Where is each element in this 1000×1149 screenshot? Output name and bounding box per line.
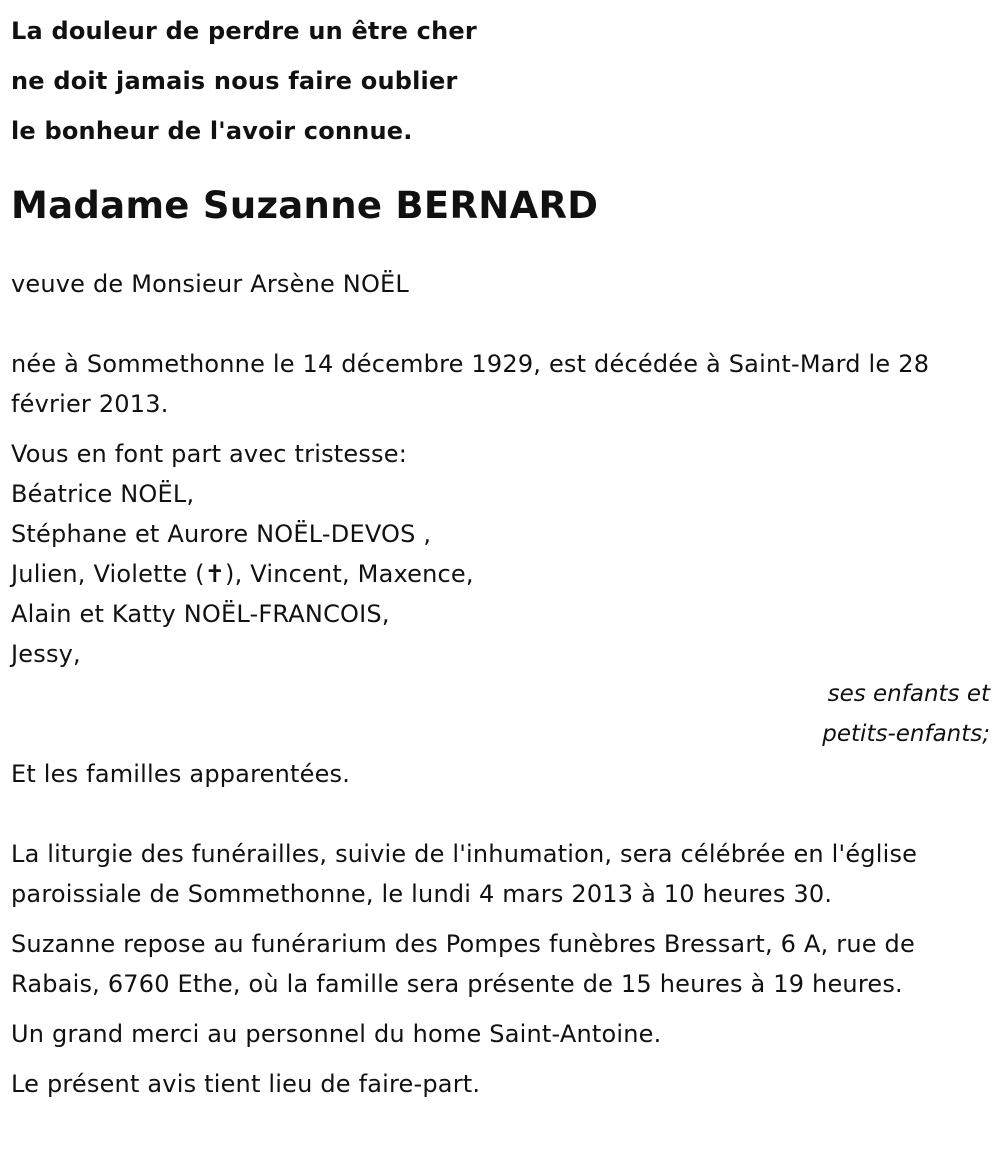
family-line-3-end: ), Vincent, Maxence, xyxy=(225,560,474,588)
announcement-intro: Vous en font part avec tristesse: xyxy=(11,440,408,468)
quote-line-2: ne doit jamais nous faire oublier xyxy=(11,67,458,95)
quote-line-1: La douleur de perdre un être cher xyxy=(11,17,477,45)
family-line-3-start: Julien, Violette ( xyxy=(11,560,205,588)
family-line-2: Stéphane et Aurore NOËL-DEVOS , xyxy=(11,520,432,548)
role-line-2: petits-enfants; xyxy=(822,721,990,747)
thanks-note: Un grand merci au personnel du home Saint-Antoine. xyxy=(11,1020,662,1048)
related-families: Et les familles apparentées. xyxy=(11,760,351,788)
funerarium-info: Suzanne repose au funérarium des Pompes funèbres Bressart, 6 A, rue de Rabais, 6760 Ethe, où la famille sera présente de 15 heures à 19 heures. xyxy=(11,930,915,998)
quote-line-3: le bonheur de l'avoir connue. xyxy=(11,117,413,145)
opening-quote xyxy=(11,0,990,156)
notice-note: Le présent avis tient lieu de faire-part. xyxy=(11,1070,481,1098)
cross-icon: ✝ xyxy=(204,560,226,588)
widow-of: veuve de Monsieur Arsène NOËL xyxy=(11,270,409,298)
role-line-1: ses enfants et xyxy=(827,681,990,707)
funeral-liturgy: La liturgie des funérailles, suivie de l'inhumation, sera célébrée en l'église paroissiale de Sommethonne, le lundi 4 mars 2013 à 10 heures 30. xyxy=(11,840,918,908)
deceased-name: Madame Suzanne BERNARD xyxy=(11,184,599,227)
family-line-5: Jessy, xyxy=(11,640,81,668)
family-announcement xyxy=(11,434,990,674)
family-role xyxy=(11,674,990,754)
family-line-4: Alain et Katty NOËL-FRANCOIS, xyxy=(11,600,390,628)
birth-death-info: née à Sommethonne le 14 décembre 1929, est décédée à Saint-Mard le 28 février 2013. xyxy=(11,350,930,418)
family-line-1: Béatrice NOËL, xyxy=(11,480,195,508)
family-line-3 xyxy=(11,554,990,594)
